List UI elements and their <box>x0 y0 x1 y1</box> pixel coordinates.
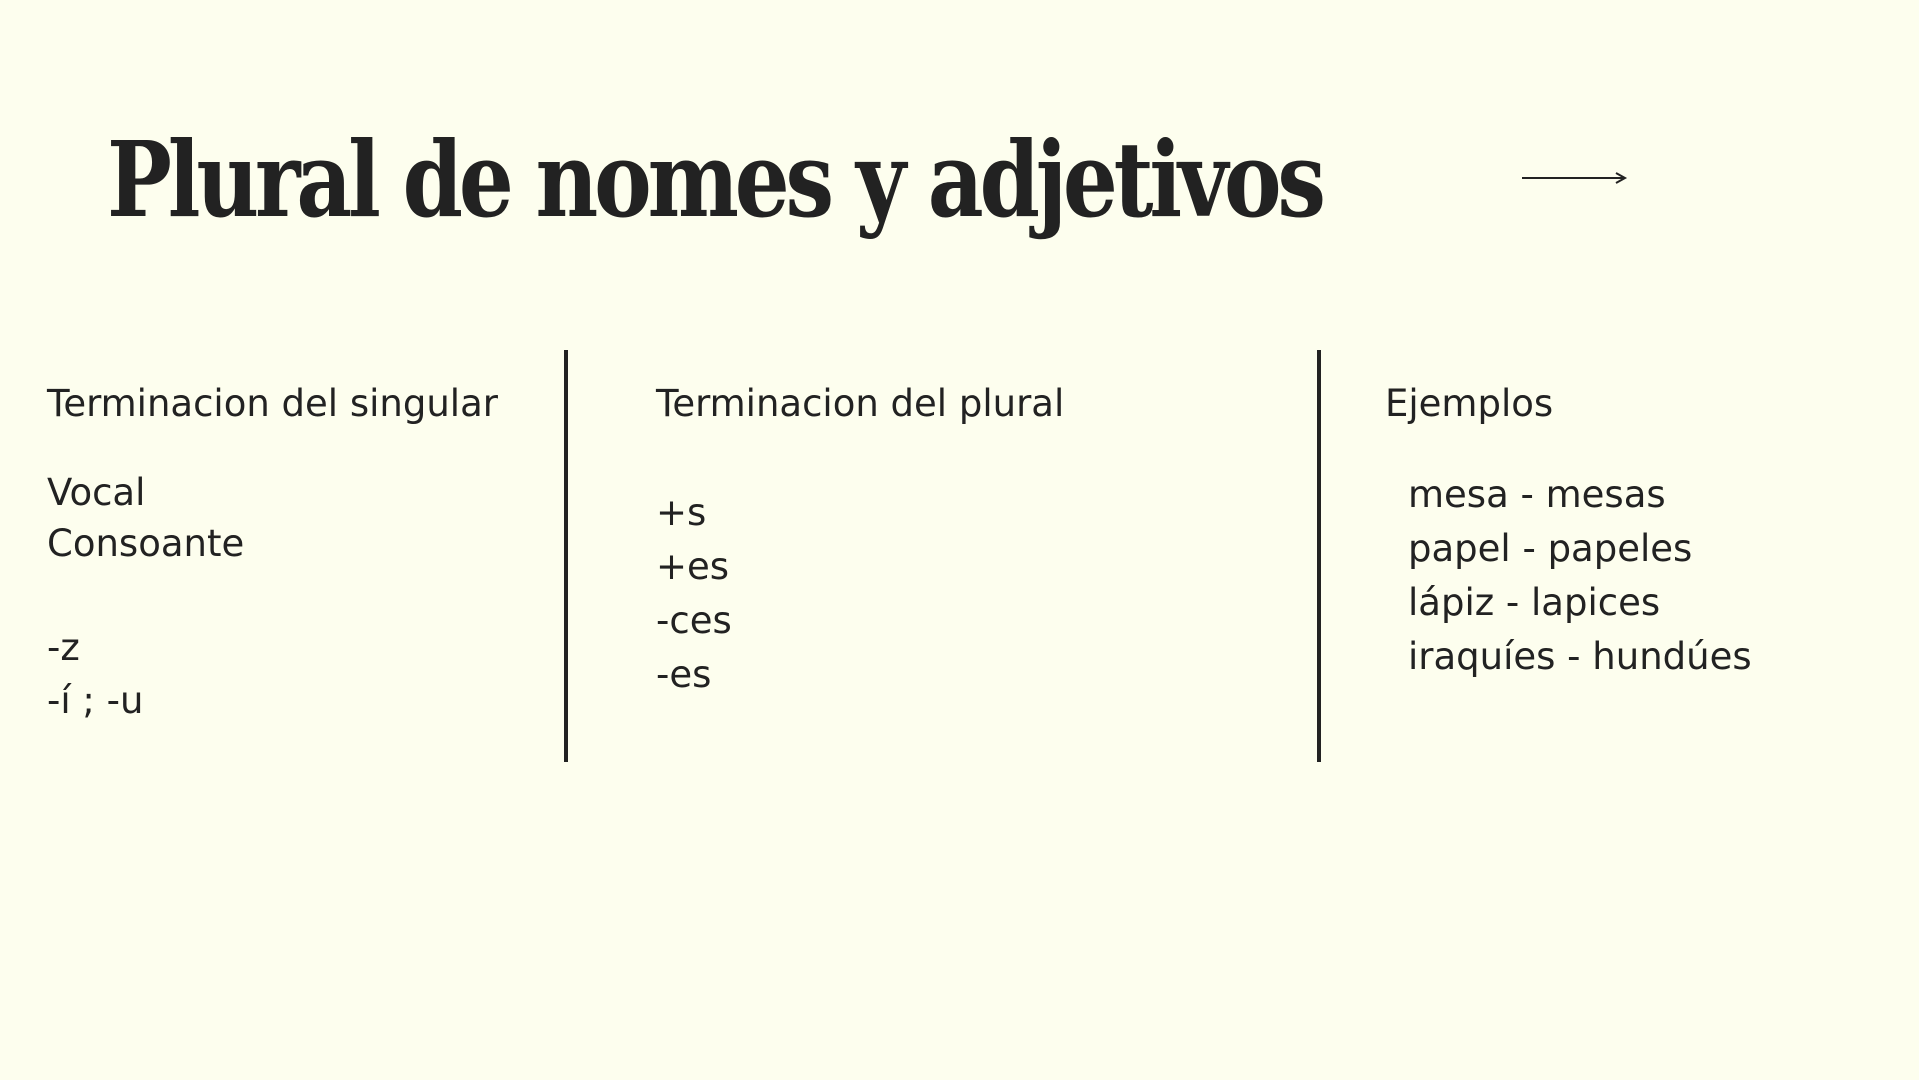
singular-ending-header: Terminacion del singular <box>47 382 498 425</box>
list-item: -í ; -u <box>47 679 144 722</box>
list-item: iraquíes - hundúes <box>1408 635 1752 678</box>
list-item: +es <box>656 545 730 588</box>
arrow-right-icon <box>1520 168 1630 188</box>
list-item: mesa - mesas <box>1408 473 1666 516</box>
singular-ending-list <box>47 621 143 727</box>
list-item: papel - papeles <box>1408 527 1693 570</box>
plural-ending-list <box>656 486 732 702</box>
column-divider <box>1317 350 1321 762</box>
plural-ending-header: Terminacion del plural <box>656 382 1065 425</box>
examples-header: Ejemplos <box>1385 382 1554 425</box>
column-divider <box>564 350 568 762</box>
list-item: +s <box>656 491 707 534</box>
list-item: -es <box>656 653 712 696</box>
list-item: lápiz - lapices <box>1408 581 1661 624</box>
singular-ending-list <box>47 467 244 569</box>
slide-title: Plural de nomes y adjetivos <box>107 118 1322 241</box>
list-item: -z <box>47 626 80 669</box>
list-item: Consoante <box>47 522 245 565</box>
examples-list <box>1408 468 1752 684</box>
list-item: Vocal <box>47 471 146 514</box>
list-item: -ces <box>656 599 732 642</box>
